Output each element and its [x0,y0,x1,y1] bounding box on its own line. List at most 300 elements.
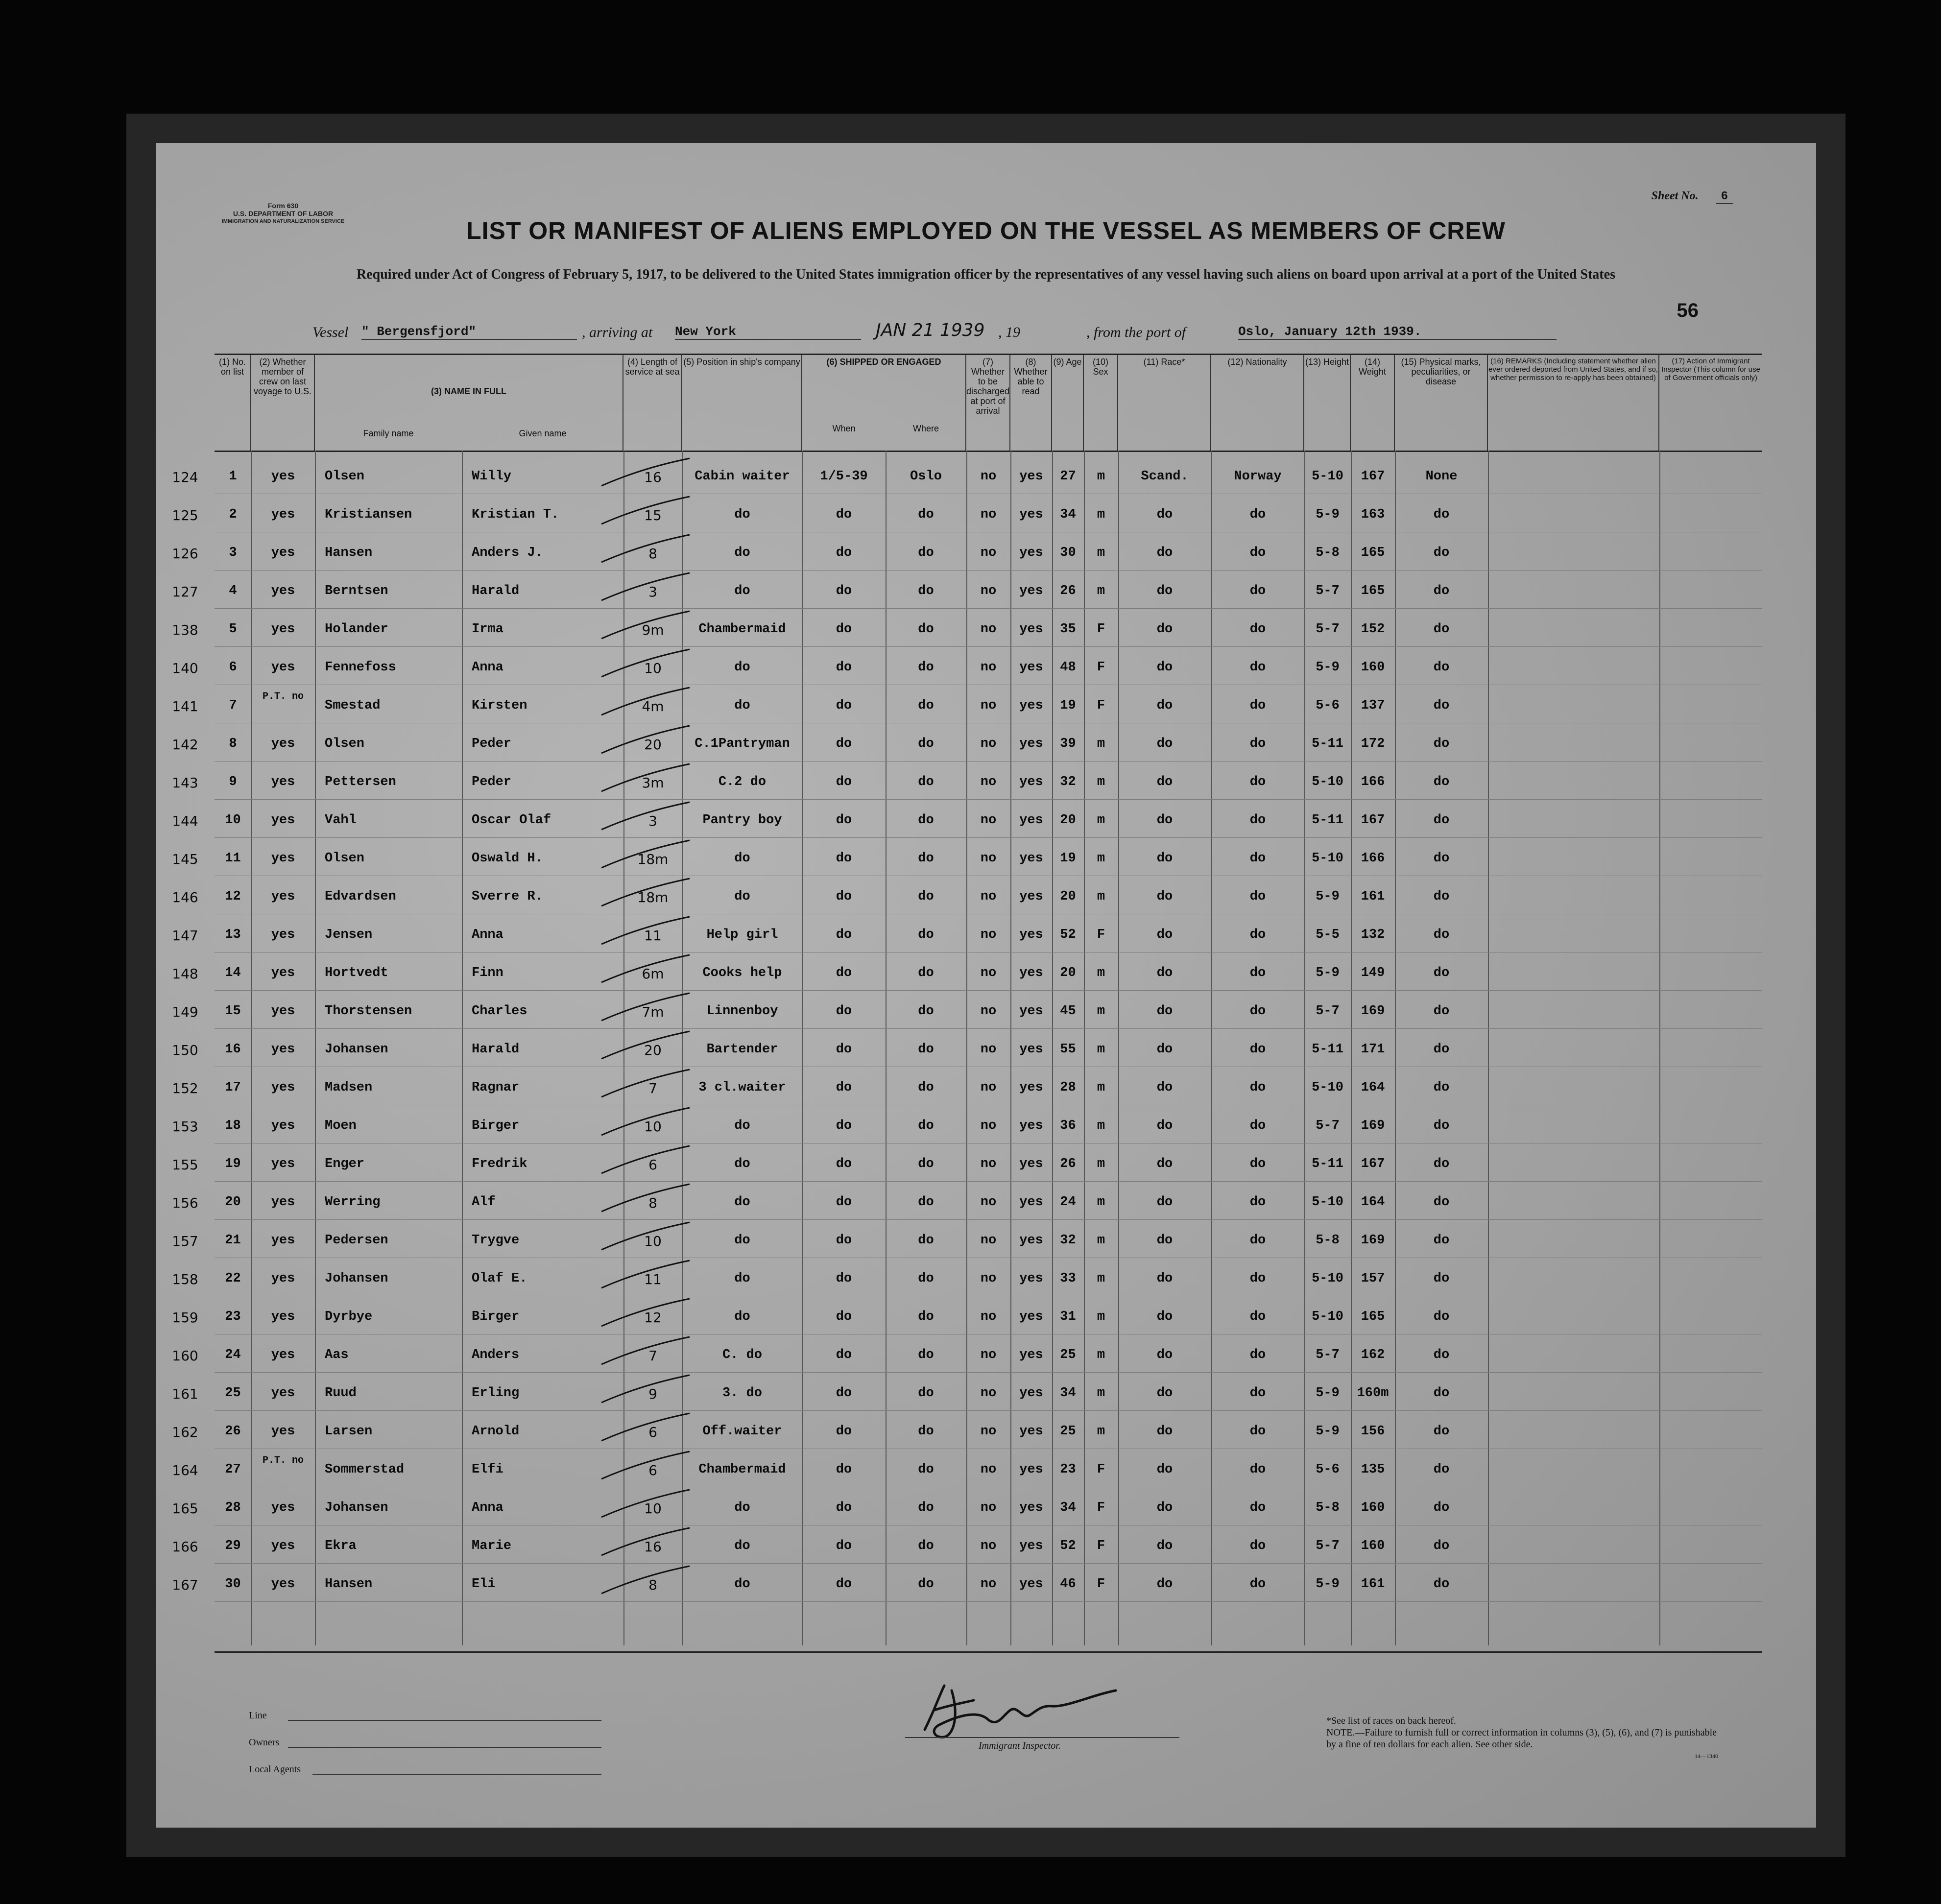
cell-where: do [918,775,934,789]
cell-given: Kirsten [472,698,527,713]
cell-sex: m [1097,546,1105,560]
cell-no: 23 [225,1309,241,1324]
sheet-number-value: 6 [1716,190,1733,204]
cell-when: 1/5-39 [820,469,868,484]
table-row [172,608,1762,647]
cell-age: 46 [1060,1577,1076,1592]
cell-marks: do [1433,698,1450,713]
cell-read: yes [1019,1195,1043,1210]
cell-last: yes [271,584,295,598]
cell-nat: do [1249,584,1266,598]
tally-mark [597,761,695,795]
cell-where: do [918,737,934,751]
cell-sex: m [1097,1386,1105,1401]
cell-read: yes [1019,1157,1043,1171]
cell-sex: m [1097,1195,1105,1210]
cell-given: Oswald H. [472,851,543,866]
table-row [172,837,1762,876]
cell-no: 1 [229,469,237,484]
cell-position: do [734,1539,750,1553]
cell-disch: no [980,469,997,484]
cell-nat: do [1249,1042,1266,1057]
cell-age: 34 [1060,1386,1076,1401]
table-row [172,1181,1762,1220]
cell-nat: do [1249,1462,1266,1477]
cell-family: Olsen [325,469,365,484]
cell-position: 3 cl.waiter [698,1080,786,1095]
cell-family: Sommerstad [325,1462,405,1477]
owners-field [288,1747,601,1748]
cell-nat: do [1249,1539,1266,1553]
cell-where: do [918,1539,934,1553]
cell-service: 8 [648,1577,657,1593]
table-row [172,1334,1762,1373]
cell-no: 16 [225,1042,241,1057]
cell-sex: m [1097,584,1105,598]
cell-service: 18m [637,889,669,905]
table-row [172,1372,1762,1411]
cell-last: yes [271,851,295,866]
cell-race: do [1156,966,1173,980]
cell-race: do [1156,1080,1173,1095]
cell-race: do [1156,698,1173,713]
cell-disch: no [980,507,997,522]
cell-marks: do [1433,1080,1450,1095]
cell-disch: no [980,1271,997,1286]
cell-weight: 169 [1361,1233,1385,1248]
cell-where: do [918,546,934,560]
line-field [288,1720,601,1721]
cell-service: 8 [648,546,657,562]
cell-marks: do [1433,1119,1450,1133]
print-code: 14—1340 [1695,1753,1718,1760]
cell-weight: 164 [1361,1195,1385,1210]
col-header-weight: (14) Weight [1351,355,1395,451]
cell-read: yes [1019,737,1043,751]
cell-disch: no [980,1080,997,1095]
cell-weight: 165 [1361,546,1385,560]
cell-given: Harald [472,584,520,598]
row-reference-number: 149 [172,1004,198,1020]
cell-disch: no [980,813,997,828]
cell-family: Werring [325,1195,381,1210]
cell-family: Dyrbye [325,1309,373,1324]
cell-nat: do [1249,1195,1266,1210]
col-header-last-voyage: (2) Whether member of crew on last voyage to U.S. [251,355,315,451]
cell-marks: do [1433,1271,1450,1286]
cell-last: yes [271,1577,295,1592]
cell-last: yes [271,1119,295,1133]
cell-last: yes [271,1233,295,1248]
tally-mark [597,1143,695,1177]
cell-sex: m [1097,1309,1105,1324]
cell-disch: no [980,1119,997,1133]
cell-position: do [734,1157,750,1171]
cell-no: 25 [225,1386,241,1401]
cell-race: do [1156,1119,1173,1133]
row-reference-number: 153 [172,1119,198,1135]
cell-position: do [734,1119,750,1133]
cell-age: 25 [1060,1424,1076,1439]
cell-age: 20 [1060,966,1076,980]
table-row [172,799,1762,838]
tally-mark [597,1258,695,1292]
cell-where: do [918,698,934,713]
table-row [172,494,1762,532]
cell-family: Madsen [325,1080,373,1095]
cell-position: C.1Pantryman [695,737,790,751]
cell-disch: no [980,546,997,560]
cell-race: do [1156,928,1173,942]
cell-nat: do [1249,928,1266,942]
cell-position: Cooks help [702,966,782,980]
tally-mark [597,1105,695,1139]
cell-race: do [1156,584,1173,598]
cell-marks: do [1433,928,1450,942]
cell-no: 28 [225,1500,241,1515]
cell-no: 2 [229,507,237,522]
cell-last: yes [271,1386,295,1401]
cell-disch: no [980,1577,997,1592]
tally-mark [597,1334,695,1368]
cell-sex: m [1097,469,1105,484]
cell-race: do [1156,1462,1173,1477]
cell-last: yes [271,507,295,522]
footer-note [1326,1715,1718,1762]
cell-height: 5-10 [1312,1080,1343,1095]
cell-service: 3m [642,775,664,791]
row-reference-number: 126 [172,546,198,562]
cell-last: yes [271,469,295,484]
cell-read: yes [1019,813,1043,828]
inspector-signature [905,1676,1121,1747]
col-header-when: When [832,424,856,433]
col-header-action: (17) Action of Immigrant Inspector (This column for use of Government officials only) [1661,357,1760,382]
cell-marks: do [1433,1424,1450,1439]
cell-position: do [734,1500,750,1515]
cell-race: do [1156,1157,1173,1171]
cell-last: yes [271,1004,295,1019]
document-title: LIST OR MANIFEST OF ALIENS EMPLOYED ON THE VESSEL AS MEMBERS OF CREW [466,217,1506,244]
cell-race: do [1156,889,1173,904]
cell-no: 10 [225,813,241,828]
cell-family: Johansen [325,1500,388,1515]
table-row [172,532,1762,571]
cell-nat: Norway [1234,469,1282,484]
tally-mark [597,876,695,910]
cell-given: Arnold [472,1424,520,1439]
cell-position: do [734,889,750,904]
cell-race: do [1156,660,1173,675]
cell-height: 5-8 [1316,546,1340,560]
tally-mark [597,952,695,986]
cell-where: do [918,1195,934,1210]
cell-service: 3 [648,584,657,600]
cell-weight: 132 [1361,928,1385,942]
tally-mark [597,1219,695,1254]
cell-where: do [918,851,934,866]
cell-age: 25 [1060,1348,1076,1362]
cell-disch: no [980,928,997,942]
cell-service: 6 [648,1424,657,1440]
footer-rule [215,1651,1762,1653]
cell-age: 52 [1060,1539,1076,1553]
tally-mark [597,1181,695,1215]
cell-where: do [918,1004,934,1019]
cell-height: 5-7 [1316,1119,1340,1133]
cell-marks: do [1433,622,1450,637]
year-label: , 19 [998,324,1020,340]
cell-when: do [836,1271,852,1286]
cell-service: 18m [637,851,669,867]
cell-marks: do [1433,1577,1450,1592]
cell-race: do [1156,851,1173,866]
cell-position: Pantry boy [702,813,782,828]
cell-race: Scand. [1141,469,1189,484]
cell-family: Jensen [325,928,373,942]
cell-disch: no [980,1042,997,1057]
cell-weight: 172 [1361,737,1385,751]
cell-weight: 167 [1361,813,1385,828]
cell-given: Peder [472,775,512,789]
cell-position: Chambermaid [698,622,786,637]
cell-service: 11 [644,928,662,944]
col-header-marks: (15) Physical marks, peculiarities, or disease [1395,355,1488,451]
cell-no: 15 [225,1004,241,1019]
table-row [172,1258,1762,1296]
col-header-where: Where [912,424,939,433]
table-row [172,1449,1762,1487]
cell-no: 12 [225,889,241,904]
cell-read: yes [1019,889,1043,904]
cell-read: yes [1019,1424,1043,1439]
col-header-service: (4) Length of service at sea [623,355,682,451]
cell-height: 5-7 [1316,584,1340,598]
vessel-name: " Bergensfjord" [361,324,577,340]
cell-last: yes [271,775,295,789]
cell-service: 7 [648,1348,657,1364]
col-header-remarks: (16) REMARKS (Including statement whether alien ever ordered deported from United States, and if so, whether permission to re-apply has been obtained) [1488,355,1659,451]
cell-position: C.2 do [718,775,767,789]
cell-nat: do [1249,1424,1266,1439]
cell-nat: do [1249,1271,1266,1286]
cell-age: 34 [1060,507,1076,522]
cell-service: 9 [648,1386,657,1402]
cell-marks: do [1433,737,1450,751]
cell-given: Finn [472,966,503,980]
vessel-label: Vessel [312,324,349,340]
cell-sex: F [1097,1577,1105,1592]
cell-marks: do [1433,813,1450,828]
cell-read: yes [1019,698,1043,713]
signature-icon [905,1676,1121,1744]
cell-marks: do [1433,1195,1450,1210]
cell-weight: 171 [1361,1042,1385,1057]
cell-read: yes [1019,1233,1043,1248]
row-reference-number: 125 [172,507,198,524]
cell-race: do [1156,737,1173,751]
cell-height: 5-7 [1316,1539,1340,1553]
cell-sex: m [1097,1424,1105,1439]
col-header-race: (11) Race* [1118,355,1211,451]
cell-disch: no [980,737,997,751]
cell-race: do [1156,1577,1173,1592]
cell-family: Hansen [325,1577,373,1592]
cell-service: 20 [644,1042,662,1058]
table-row [172,1143,1762,1182]
cell-race: do [1156,1195,1173,1210]
cell-nat: do [1249,1157,1266,1171]
cell-where: do [918,622,934,637]
sheet-number [1652,190,1733,203]
cell-given: Irma [472,622,503,637]
cell-family: Ruud [325,1386,357,1401]
col-header-no: (1) No. on list [215,355,251,451]
cell-when: do [836,1348,852,1362]
cell-weight: 160m [1357,1386,1389,1401]
cell-read: yes [1019,966,1043,980]
cell-no: 26 [225,1424,241,1439]
cell-sex: m [1097,1004,1105,1019]
cell-last: yes [271,1271,295,1286]
cell-disch: no [980,1233,997,1248]
cell-last: yes [271,737,295,751]
cell-read: yes [1019,1539,1043,1553]
cell-given: Oscar Olaf [472,813,551,828]
cell-height: 5-11 [1312,1157,1343,1171]
cell-position: do [734,1309,750,1324]
tally-mark [597,1410,695,1445]
col-header-height: (13) Height [1304,355,1351,451]
sheet-number-label: Sheet No. [1651,190,1699,202]
cell-last: yes [271,1195,295,1210]
cell-last: yes [271,928,295,942]
cell-no: 5 [229,622,237,637]
cell-last: P.T. no [262,691,304,702]
cell-height: 5-9 [1316,660,1340,675]
cell-where: do [918,966,934,980]
cell-family: Pedersen [325,1233,388,1248]
cell-service: 15 [644,507,662,524]
cell-where: do [918,1080,934,1095]
row-reference-number: 167 [172,1577,198,1593]
row-reference-number: 144 [172,813,198,829]
cell-race: do [1156,1386,1173,1401]
cell-position: do [734,698,750,713]
cell-sex: m [1097,775,1105,789]
cell-disch: no [980,1500,997,1515]
cell-where: Oslo [910,469,942,484]
cell-height: 5-11 [1312,1042,1343,1057]
cell-given: Anna [472,1500,503,1515]
cell-where: do [918,1348,934,1362]
cell-no: 24 [225,1348,241,1362]
cell-where: do [918,1309,934,1324]
cell-height: 5-9 [1316,1577,1340,1592]
cell-age: 39 [1060,737,1076,751]
cell-age: 27 [1060,469,1076,484]
tally-mark [597,990,695,1024]
cell-no: 17 [225,1080,241,1095]
row-reference-number: 165 [172,1500,198,1517]
cell-read: yes [1019,1462,1043,1477]
cell-family: Kristiansen [325,507,412,522]
cell-last: P.T. no [262,1455,304,1466]
cell-no: 7 [229,698,237,713]
cell-marks: do [1433,966,1450,980]
cell-last: yes [271,1080,295,1095]
cell-no: 3 [229,546,237,560]
cell-marks: do [1433,1042,1450,1057]
cell-nat: do [1249,1386,1266,1401]
cell-disch: no [980,1462,997,1477]
cell-when: do [836,1462,852,1477]
cell-given: Olaf E. [472,1271,527,1286]
from-port: Oslo, January 12th 1939. [1238,324,1557,340]
cell-weight: 165 [1361,584,1385,598]
cell-service: 10 [644,1233,662,1249]
cell-when: do [836,1080,852,1095]
cell-sex: F [1097,1500,1105,1515]
cell-height: 5-10 [1312,1195,1343,1210]
local-agents-field [312,1774,601,1775]
tally-mark [597,837,695,872]
tally-mark [597,646,695,681]
cell-service: 3 [648,813,657,829]
cell-age: 34 [1060,1500,1076,1515]
cell-where: do [918,1271,934,1286]
cell-position: Bartender [706,1042,778,1057]
tally-mark [597,1563,695,1597]
cell-weight: 161 [1361,1577,1385,1592]
cell-given: Anders [472,1348,520,1362]
cell-when: do [836,1577,852,1592]
tally-mark [597,1372,695,1406]
cell-race: do [1156,507,1173,522]
tally-mark [597,1525,695,1559]
cell-family: Smestad [325,698,381,713]
cell-race: do [1156,1500,1173,1515]
cell-service: 6 [648,1157,657,1173]
cell-nat: do [1249,1004,1266,1019]
cell-marks: do [1433,660,1450,675]
cell-age: 31 [1060,1309,1076,1324]
cell-where: do [918,660,934,675]
table-row [172,990,1762,1029]
cell-age: 20 [1060,889,1076,904]
document-subtitle: Required under Act of Congress of February 5, 1917, to be delivered to the United States immigration officer by the representatives of any vessel having such aliens on board upon arrival at a port of the United States [357,267,1615,282]
cell-disch: no [980,1157,997,1171]
cell-age: 48 [1060,660,1076,675]
cell-height: 5-9 [1316,1386,1340,1401]
cell-last: yes [271,1500,295,1515]
cell-marks: do [1433,851,1450,866]
owners-label: Owners [249,1737,280,1748]
cell-read: yes [1019,660,1043,675]
cell-last: yes [271,622,295,637]
cell-read: yes [1019,928,1043,942]
cell-service: 10 [644,1500,662,1517]
cell-sex: m [1097,1271,1105,1286]
cell-weight: 166 [1361,775,1385,789]
row-reference-number: 146 [172,889,198,905]
cell-age: 32 [1060,1233,1076,1248]
cell-read: yes [1019,1500,1043,1515]
cell-given: Birger [472,1309,520,1324]
cell-nat: do [1249,1080,1266,1095]
cell-no: 18 [225,1119,241,1133]
cell-read: yes [1019,622,1043,637]
